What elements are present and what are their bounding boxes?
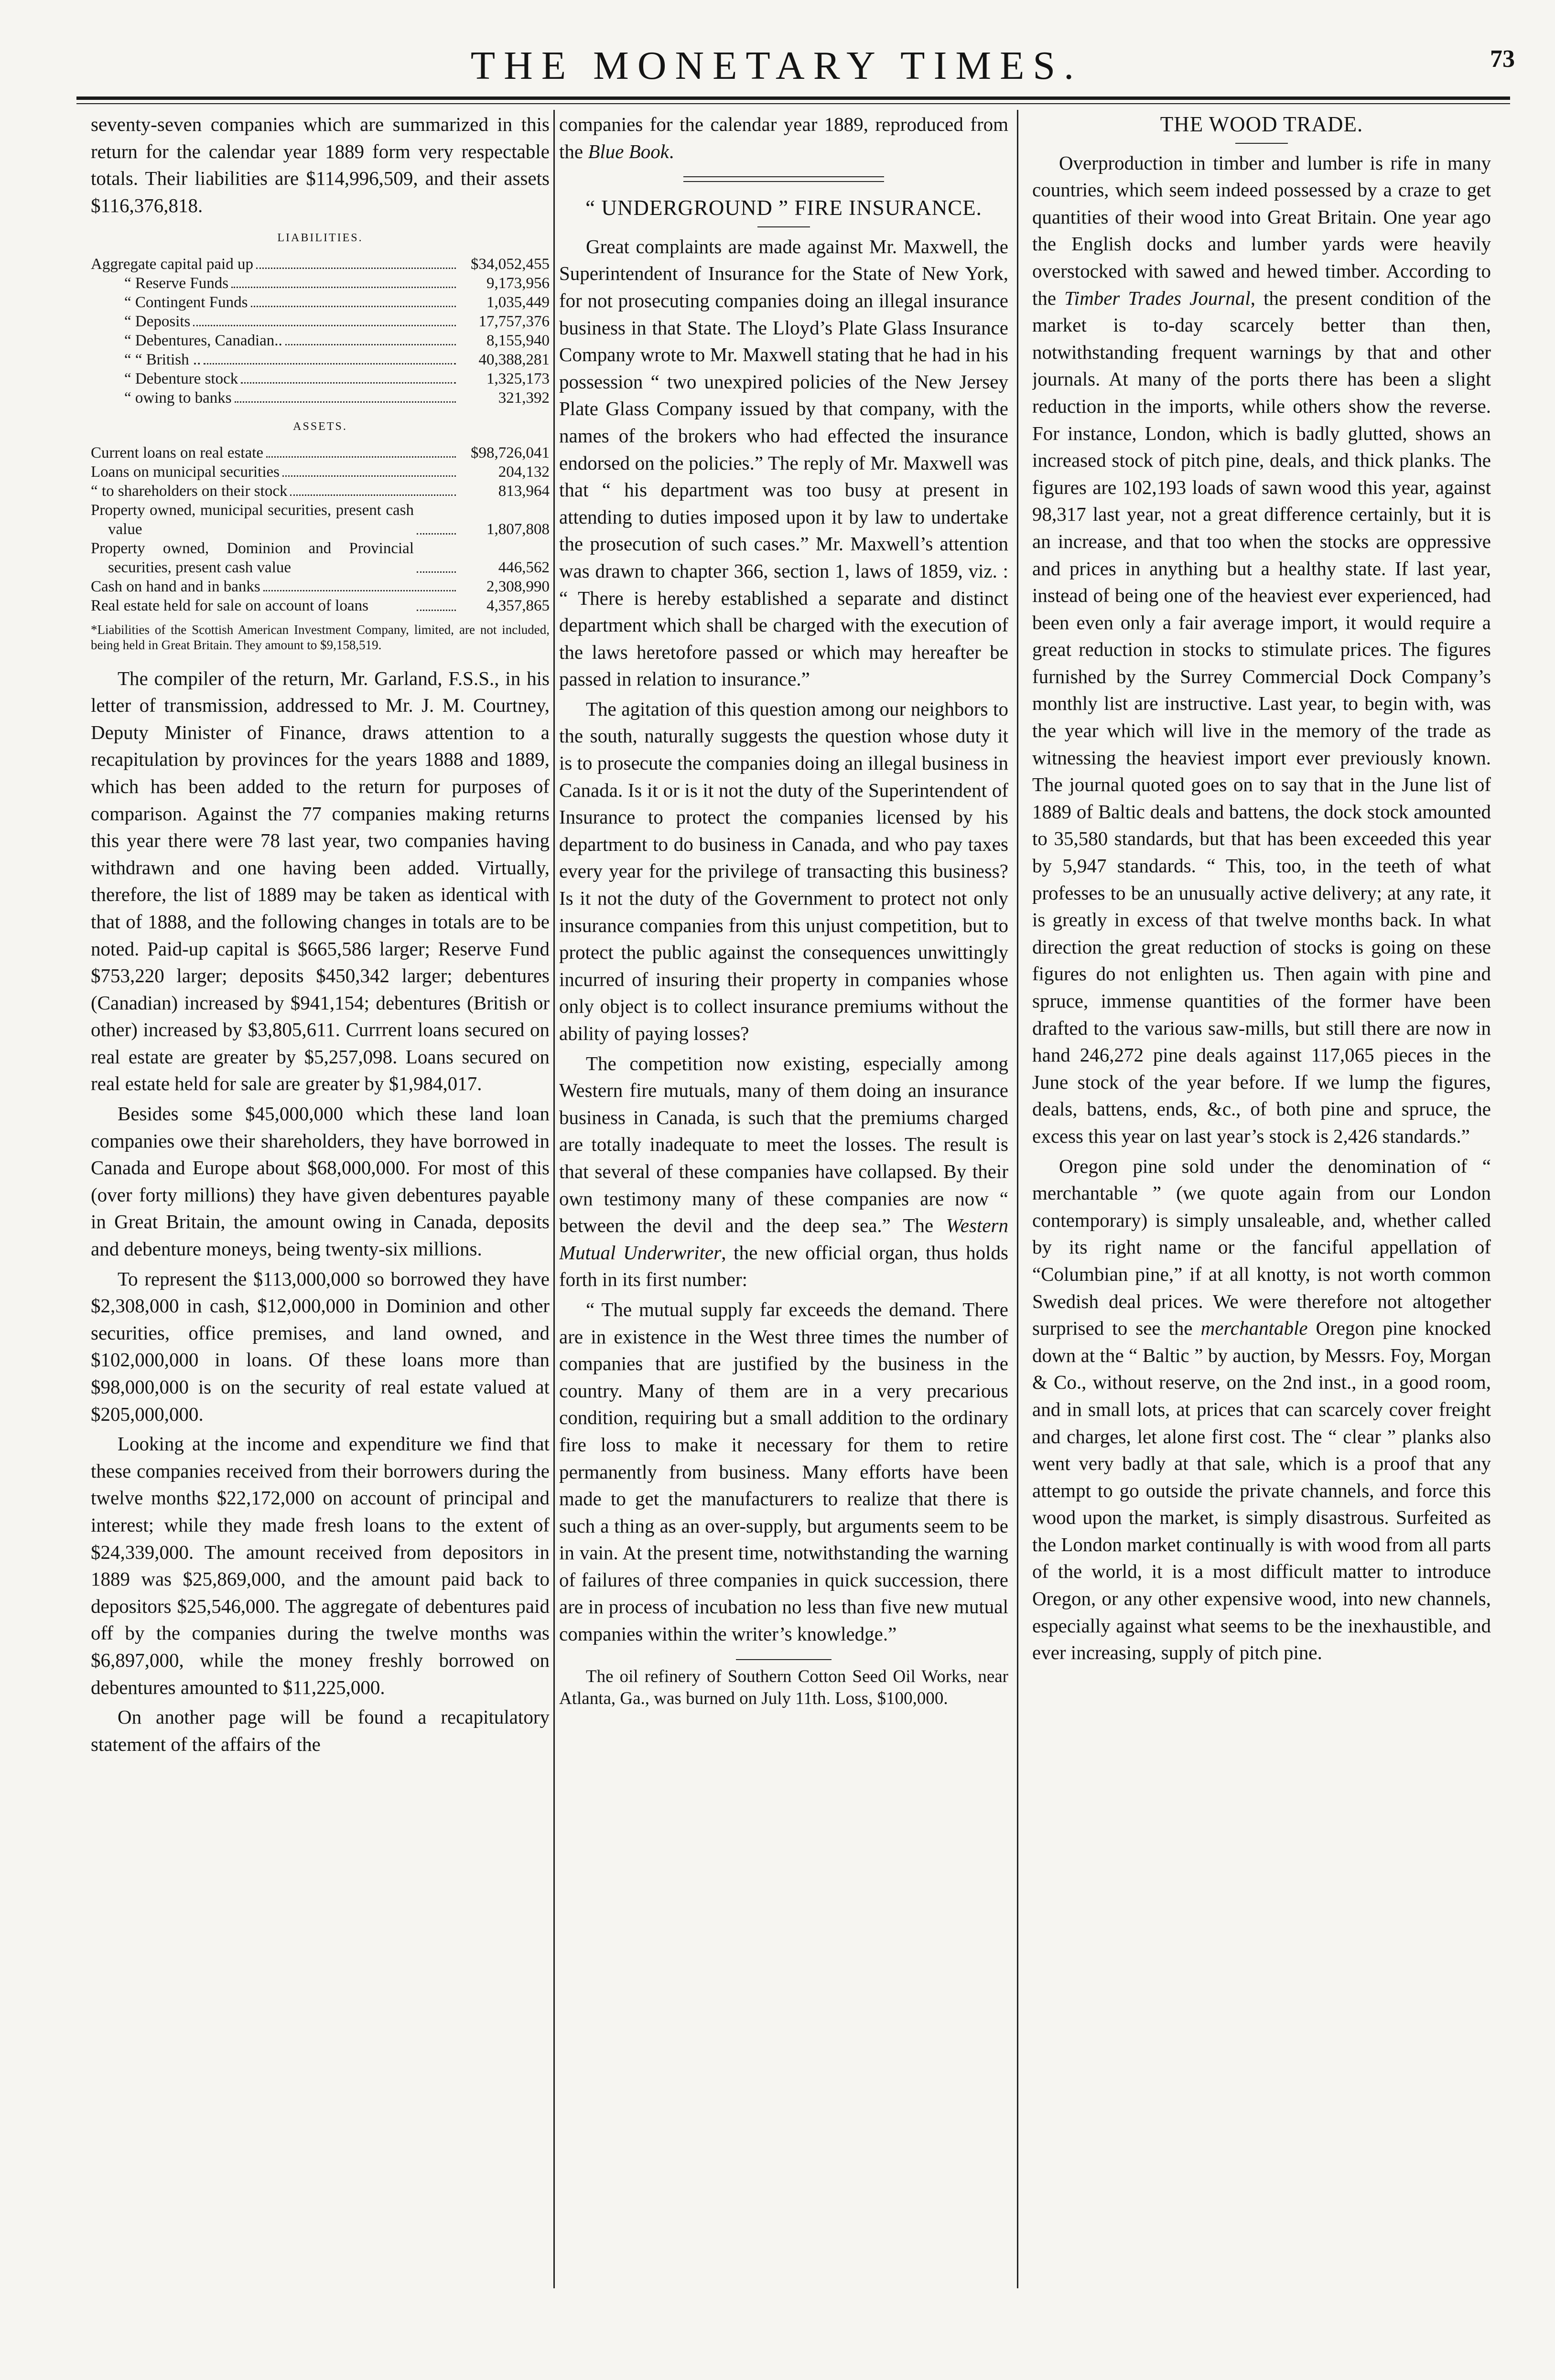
header-rule-thin xyxy=(76,103,1510,104)
dot-leader xyxy=(193,325,456,326)
journal-title: Timber Trades Journal xyxy=(1064,287,1251,309)
col1-paragraph-borrowings: Besides some $45,000,000 which these land loan companies owe their shareholders, they have borrowed in Canada and Europe about $68,000,000. For most of this (over forty millions) they have given debentures payable in Great Britain, the amount owing in Canada, deposits and debenture moneys, being twenty-six millions. xyxy=(91,1103,550,1260)
liability-row xyxy=(91,369,550,388)
asset-row-label: “ to shareholders on their stock xyxy=(91,482,288,500)
asset-row-amount: 813,964 xyxy=(498,482,550,500)
liability-row xyxy=(91,274,550,293)
note-divider xyxy=(736,1659,831,1660)
liability-row-label: “ Debenture stock xyxy=(124,370,238,387)
liabilities-footnote: *Liabilities of the Scottish American Investment Company, limited, are not included, being held in Great Britain. They amount to $9,158,519. xyxy=(91,622,550,652)
section-divider xyxy=(683,176,884,182)
dot-leader xyxy=(231,287,456,288)
asset-row xyxy=(91,462,550,482)
liability-row-amount: 8,155,940 xyxy=(486,332,550,349)
page-number: 73 xyxy=(1490,45,1515,73)
asset-row xyxy=(91,577,550,596)
dot-leader xyxy=(285,344,456,345)
emphasis-merchantable: merchantable xyxy=(1200,1317,1308,1340)
asset-row-label: Property owned, Dominion and Provincial securities, present cash value xyxy=(91,539,414,576)
heading-rule xyxy=(757,226,810,227)
article-heading-wood-trade: THE WOOD TRADE. xyxy=(1160,112,1363,136)
liability-row-amount: 321,392 xyxy=(498,389,550,407)
liability-row-amount: 40,388,281 xyxy=(478,351,550,368)
asset-row xyxy=(91,539,550,577)
col3-paragraph-overproduction xyxy=(1032,150,1491,1150)
col3-text-end: Oregon pine knocked down at the “ Baltic ” by auction, by Messrs. Foy, Morgan & Co., without reserve, on the 2nd inst., in a good room, and in small lots, at prices that can scarcely cover freight and charges, let alone first cost. The “ clear ” planks also went very badly at that sale, which is a proof that any attempt to go outside the private channels, and force this wood upon the market, is simply disastrous. Surfeited as the London market continually is with wood from all parts of the world, it is a most difficult matter to introduce Oregon, or any other expensive wood, into new channels, especially against what seems to be the inexhaustible, and ever increasing, supply of pitch pine. xyxy=(1032,1317,1491,1664)
liability-row-amount: 9,173,956 xyxy=(486,274,550,292)
publication-title: Western Mutual Underwriter xyxy=(559,1214,1008,1264)
col3-paragraph-oregon xyxy=(1032,1153,1491,1666)
asset-row xyxy=(91,596,550,615)
dot-leader xyxy=(266,456,456,458)
dot-leader xyxy=(417,610,456,611)
column-2 xyxy=(559,111,1008,2327)
col1-paragraph-intro: seventy-seven companies which are summarized in this return for the calendar year 1889 form very respectable totals. Their liabilities are $114,996,509, and their assets $116,376,818. xyxy=(91,113,550,216)
liability-row xyxy=(91,350,550,369)
liability-row xyxy=(91,331,550,350)
liability-row xyxy=(91,255,550,274)
liability-row xyxy=(91,312,550,331)
liabilities-heading: LIABILITIES. xyxy=(277,232,363,245)
liability-row-amount: 1,035,449 xyxy=(486,293,550,311)
asset-row-amount: 204,132 xyxy=(498,463,550,481)
col2-text-end: , the new official organ, thus holds forth in its first number: xyxy=(559,1241,1008,1291)
col3-text: Overproduction in timber and lumber is rife in many countries, which seem indeed possessed by a craze to get quantities of their wood into Great Britain. One year ago the English docks and lumber yards were heavily overstocked with sawed and hewed timber. According to the xyxy=(1032,151,1491,309)
heading-rule xyxy=(1235,143,1288,144)
col2-text: The competition now existing, especially among Western fire mutuals, many of them doing an insurance business in Canada, is such that the premiums charged are totally inadequate to meet the losses. The result is that several of these companies have collapsed. By their own testimony many of these companies are now “ between the devil and the deep sea.” The xyxy=(559,1052,1008,1237)
liabilities-table xyxy=(91,255,550,407)
dot-leader xyxy=(204,363,456,365)
col1-paragraph-compiler: The compiler of the return, Mr. Garland, F.S.S., in his letter of transmission, addressed to Mr. J. M. Courtney, Deputy Minister of Finance, draws attention to a recapitulation by provinces for the years 1888 and 1889, which has been added to the return for purposes of comparison. Against the 77 companies making returns this year there were 78 last year, two companies having withdrawn and one having been added. Virtually, therefore, the list of 1889 may be taken as identical with that of 1888, and the following changes in totals are to be noted. Paid-up capital is $665,586 larger; Reserve Fund $753,220 larger; deposits $450,342 larger; debentures (Canadian) increased by $941,154; debentures (British or other) increased by $3,805,611. Currrent loans secured on real estate are greater by $5,257,098. Loans secured on real estate held for sale are greater by $1,984,017. xyxy=(91,667,550,1095)
liability-row-label: “ owing to banks xyxy=(124,389,232,407)
col2-text: companies for the calendar year 1889, reproduced from the xyxy=(559,113,1008,162)
liability-row-amount: 1,325,173 xyxy=(486,370,550,387)
liability-row-label: “ Debentures, Canadian.. xyxy=(124,332,282,349)
asset-row-amount: 1,807,808 xyxy=(486,520,550,538)
liability-row-label: “ “ British .. xyxy=(124,351,201,368)
asset-row-amount: 2,308,990 xyxy=(486,578,550,595)
col2-paragraph-continued xyxy=(559,111,1008,165)
column-divider-left xyxy=(553,110,555,2288)
col3-text-end: , the present condition of the market is to-day scarcely better than then, notwithstanding frequent warnings by that and other journals. At many of the ports there has been a slight reduction in the imports, while others show the reverse. For instance, London, which is badly glutted, shows an increased stock of pitch pine, deals, and thick planks. The figures are 102,193 loads of sawn wood this year, against 98,317 last year, not a great difference certainly, but it is an increase, and that too when the stocks are oppressive and prices in anything but a healthy state. If last year, instead of being one of the heaviest ever experienced, had been even only a fair average import, it would require a great reduction in stocks to stimulate prices. The figures furnished by the Surrey Commercial Dock Company’s monthly list are instructive. Last year, to begin with, was the year which will live in the memory of the trade as witnessing the heaviest import ever previously known. The journal quoted goes on to say that in the June list of 1889 of Baltic deals and battens, the dock stock amounted to 35,580 standards, but that has been exceeded this year by 5,947 standards. “ This, too, in the teeth of what professes to be an unusually active delivery; at any rate, it is greatly in excess of that twelve months back. In what direction the great reduction of stocks is going on these figures do not enlighten us. Then again with pine and spruce, immense quantities of the former have been drafted to the various saw-mills, but still there are now in hand 246,272 pine deals against 117,065 pieces in the June stock of the year before. If we lump the figures, deals, battens, ends, &c., of both pine and spruce, the excess this year on last year’s stock is 2,426 standards.” xyxy=(1032,287,1491,1147)
column-3 xyxy=(1032,111,1491,2289)
dot-leader xyxy=(290,494,456,496)
liability-row xyxy=(91,293,550,312)
article-heading-fire-insurance: “ UNDERGROUND ” FIRE INSURANCE. xyxy=(585,196,982,220)
dot-leader xyxy=(241,382,456,384)
asset-row-label: Cash on hand and in banks xyxy=(91,578,260,595)
dot-leader xyxy=(235,401,456,403)
asset-row-label: Property owned, municipal securities, present cash value xyxy=(91,501,414,538)
asset-row-label: Loans on municipal securities xyxy=(91,463,280,481)
liability-row-amount: 17,757,376 xyxy=(478,312,550,330)
dot-leader xyxy=(282,475,456,477)
dot-leader xyxy=(417,571,456,573)
dot-leader xyxy=(251,306,456,307)
col2-text-end: . xyxy=(669,140,674,162)
oil-refinery-note: The oil refinery of Southern Cotton Seed Oil Works, near Atlanta, Ga., was burned on July 11th. Loss, $100,000. xyxy=(559,1666,1008,1708)
col3-text: Oregon pine sold under the denomination of “ merchantable ” (we quote again from our London contemporary) is simply unsaleable, and, whether called by its right name or the fanciful appellation of “Columbian pine,” if at all knotty, is not worth common Swedish deal prices. We were therefore not altogether surprised to see the xyxy=(1032,1155,1491,1340)
assets-heading: ASSETS. xyxy=(293,420,347,433)
liability-row xyxy=(91,388,550,407)
asset-row xyxy=(91,482,550,501)
col2-paragraph-competition xyxy=(559,1050,1008,1293)
blue-book-title: Blue Book xyxy=(588,140,669,162)
liability-row-label: Aggregate capital paid up xyxy=(91,255,253,273)
header-rule-thick xyxy=(76,96,1510,100)
col2-paragraph-agitation: The agitation of this question among our neighbors to the south, naturally suggests the question whose duty it is to prosecute the companies doing an illegal business in Canada. Is it or is it not the duty of the Superintendent of Insurance to protect the companies licensed by his department to do business in Canada, and who pay taxes every year for the privilege of transacting this business? Is it not the duty of the Government to protect not only insurance companies from this unjust competition, but to protect the public against the consequences unwittingly incurred of insuring their property in companies whose only object is to collect insurance premiums without the ability of paying losses? xyxy=(559,697,1008,1044)
col1-paragraph-represent: To represent the $113,000,000 so borrowed they have $2,308,000 in cash, $12,000,000 in Dominion and other securities, office premises, and land owned, and $102,000,000 in loans. Of these loans more than $98,000,000 is on the security of real estate valued at $205,000,000. xyxy=(91,1267,550,1425)
asset-row xyxy=(91,443,550,462)
col1-paragraph-recap: On another page will be found a recapitulatory statement of the affairs of the xyxy=(91,1706,550,1755)
col2-paragraph-quotation: “ The mutual supply far exceeds the demand. There are in existence in the West three times the number of companies that are justified by the business in the country. Many of them are in a very precarious condition, requiring but a small addition to the ordinary fire loss to make it necessary for them to retire permanently from business. Many efforts have been made to get the manufacturers to realize that there is such a thing as an over-supply, but arguments seem to be in vain. At the present time, notwithstanding the warning of failures of three companies in quick succession, there are in process of incubation no less than five new mutual companies within the writer’s knowledge.” xyxy=(559,1298,1008,1645)
dot-leader xyxy=(256,268,456,269)
asset-row-label: Real estate held for sale on account of loans xyxy=(91,597,368,614)
asset-row-amount: 446,562 xyxy=(498,558,550,576)
asset-row-label: Current loans on real estate xyxy=(91,444,264,461)
col1-paragraph-income: Looking at the income and expenditure we find that these companies received from their borrowers during the twelve months $22,172,000 on account of principal and interest; while they made fresh loans to the extent of $24,339,000. The amount received from depositors in 1889 was $25,869,000, and the amount paid back to depositors $25,546,000. The aggregate of debentures paid off by the companies during the twelve months was $6,897,000, while the money freshly borrowed on debentures amounted to $11,225,000. xyxy=(91,1433,550,1698)
newspaper-title: THE MONETARY TIMES. xyxy=(470,43,1083,88)
asset-row-amount: $98,726,041 xyxy=(471,444,550,461)
liability-row-amount: $34,052,455 xyxy=(471,255,550,273)
liability-row-label: “ Contingent Funds xyxy=(124,293,248,311)
col2-paragraph-maxwell: Great complaints are made against Mr. Maxwell, the Superintendent of Insurance for the State of New York, for not prosecuting companies doing an illegal insurance business in that State. The Lloyd’s Plate Glass Insurance Company wrote to Mr. Maxwell stating that he had in his possession “ two unexpired policies of the New Jersey Plate Glass Company issued by that company, with the names of the brokers who had effected the insurance endorsed on the policies.” The reply of Mr. Maxwell was that “ his department was too busy at present in attending to duties imposed upon it by law to undertake the prosecution of such cases.” Mr. Maxwell’s attention was drawn to chapter 366, section 1, laws of 1859, viz. : “ There is hereby established a separate and distinct department which shall be charged with the execution of the laws heretofore passed or which may hereafter be passed in relation to insurance.” xyxy=(559,235,1008,690)
asset-row-amount: 4,357,865 xyxy=(486,597,550,614)
column-1 xyxy=(91,111,550,2289)
assets-table xyxy=(91,443,550,615)
dot-leader xyxy=(417,533,456,535)
column-divider-right xyxy=(1017,110,1018,2288)
liability-row-label: “ Deposits xyxy=(124,312,191,330)
dot-leader xyxy=(263,590,456,591)
asset-row xyxy=(91,501,550,539)
liability-row-label: “ Reserve Funds xyxy=(124,274,229,292)
masthead xyxy=(76,42,1515,95)
